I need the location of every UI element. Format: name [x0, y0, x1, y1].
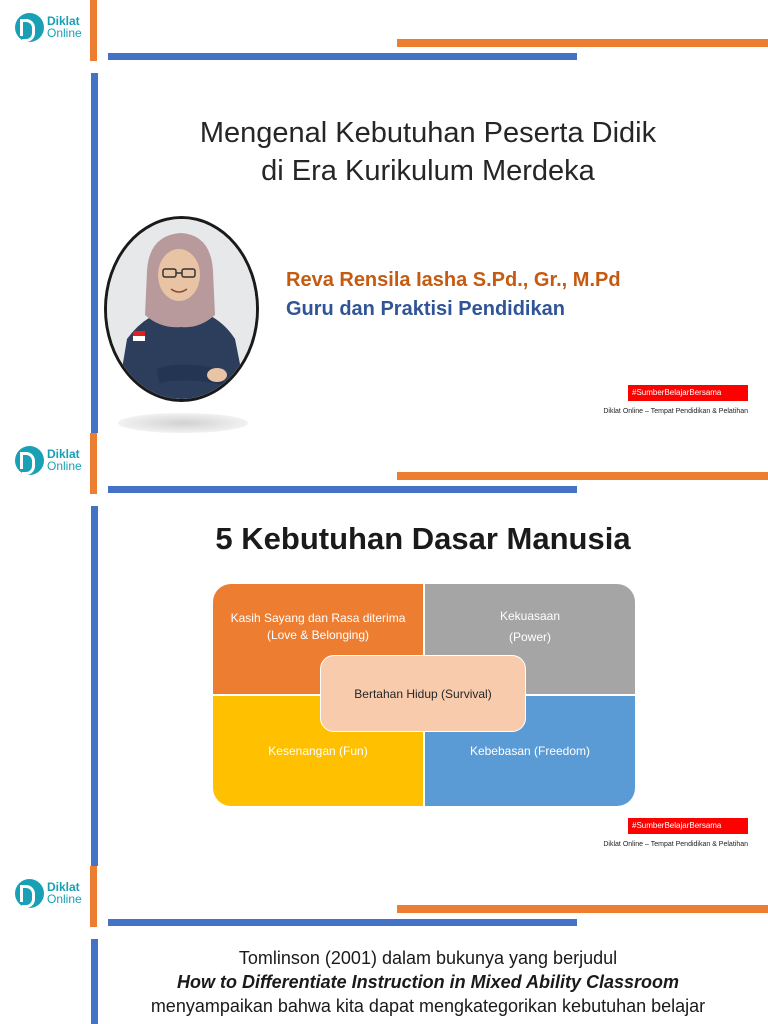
- diklat-online-logo: [15, 12, 89, 42]
- logo-mark-icon: [15, 13, 44, 42]
- slide-title: [0, 0, 768, 433]
- accent-bar-blue-vertical: [91, 506, 98, 866]
- accent-bar-orange-horizontal: [397, 905, 768, 913]
- accent-bar-blue-horizontal: [108, 919, 577, 926]
- quadrant-fun-label: Kesenangan (Fun): [268, 743, 368, 758]
- speaker-portrait: [104, 216, 259, 402]
- accent-bar-orange-horizontal: [397, 39, 768, 47]
- accent-bar-orange-vertical: [90, 0, 97, 61]
- speaker-photo-illustration: [107, 219, 256, 399]
- quadrant-love-label: Kasih Sayang dan Rasa diterima: [230, 611, 406, 625]
- center-survival-label: Bertahan Hidup (Survival): [354, 686, 492, 701]
- logo-text-line2: Online: [47, 26, 82, 40]
- logo-text-line1: Diklat: [47, 447, 80, 461]
- center-survival-box: [320, 655, 526, 732]
- logo-text-line2: Online: [47, 459, 82, 473]
- tomlinson-paragraph: [100, 946, 756, 1018]
- paragraph-line-1: Tomlinson (2001) dalam bukunya yang berjudul: [238, 948, 618, 968]
- accent-bar-orange-vertical: [90, 433, 97, 494]
- quadrant-love-sublabel: (Love & Belonging): [266, 628, 370, 642]
- hashtag-badge: #SumberBelajarBersama: [628, 818, 748, 834]
- slide-title-text: [100, 114, 756, 190]
- footer-text: Diklat Online – Tempat Pendidikan & Pelatihan: [603, 408, 748, 415]
- footer-text: Diklat Online – Tempat Pendidikan & Pelatihan: [603, 841, 748, 848]
- paragraph-line-3: menyampaikan bahwa kita dapat mengkategorikan kebutuhan belajar: [150, 996, 706, 1016]
- diklat-online-logo: [15, 445, 89, 475]
- slide-basic-needs: [0, 433, 768, 866]
- logo-mark-icon: [15, 879, 44, 908]
- title-line-1: Mengenal Kebutuhan Peserta Didik: [199, 117, 657, 149]
- quadrant-freedom-label: Kebebasan (Freedom): [469, 743, 591, 758]
- accent-bar-blue-vertical: [91, 73, 98, 433]
- accent-bar-orange-vertical: [90, 866, 97, 927]
- logo-mark-icon: [15, 446, 44, 475]
- logo-text-line1: Diklat: [47, 14, 80, 28]
- quadrant-power-sublabel: (Power): [508, 630, 551, 644]
- slide-title-text: 5 Kebutuhan Dasar Manusia: [215, 521, 631, 556]
- hashtag-badge: #SumberBelajarBersama: [628, 385, 748, 401]
- accent-bar-blue-horizontal: [108, 53, 577, 60]
- logo-text-line2: Online: [47, 892, 82, 906]
- portrait-shadow: [118, 413, 248, 433]
- accent-bar-orange-horizontal: [397, 472, 768, 480]
- speaker-name: Reva Rensila Iasha S.Pd., Gr., M.Pd: [286, 269, 621, 291]
- title-line-2: di Era Kurikulum Merdeka: [261, 155, 595, 187]
- book-title: How to Differentiate Instruction in Mixed Ability Classroom: [176, 972, 680, 992]
- quadrant-power-label: Kekuasaan: [499, 609, 561, 623]
- accent-bar-blue-vertical: [91, 939, 98, 1024]
- diklat-online-logo: [15, 878, 89, 908]
- logo-text-line1: Diklat: [47, 880, 80, 894]
- slide-tomlinson: [0, 866, 768, 1024]
- speaker-role: Guru dan Praktisi Pendidikan: [286, 298, 565, 320]
- accent-bar-blue-horizontal: [108, 486, 577, 493]
